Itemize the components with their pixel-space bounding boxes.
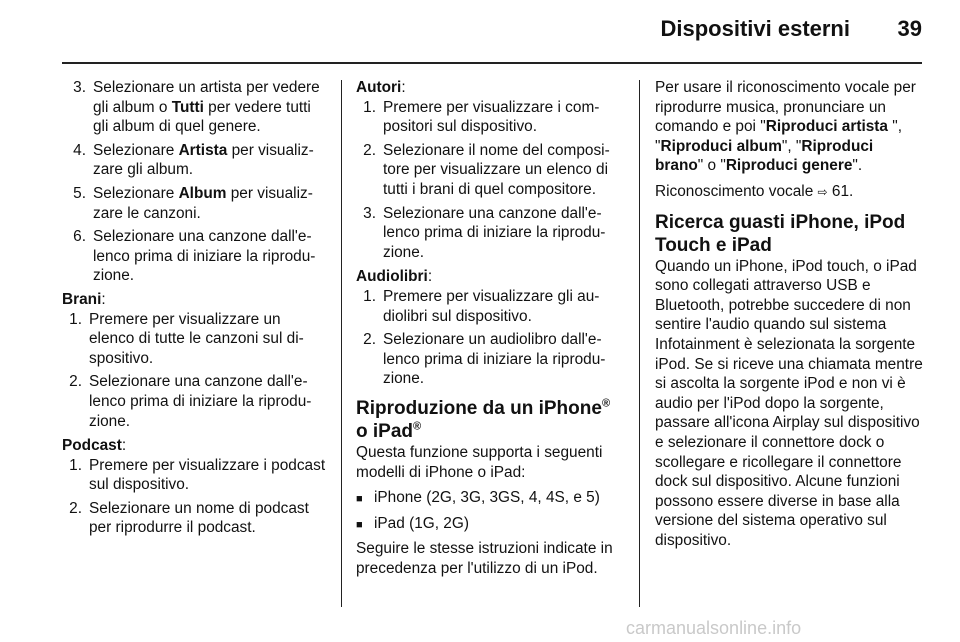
brani-label: Brani: <box>62 290 106 308</box>
list-item: 2. Selezionare un audiolibro dall'elenco prima di iniziare la riproduzione. <box>363 331 606 388</box>
list-item: 1. Premere per visualizzare gli audiolibri sul dispositivo. <box>363 287 600 325</box>
list-item: 1. Premere per visualizzare i compositori sul dispositivo. <box>363 98 600 136</box>
column-divider-2 <box>639 80 640 607</box>
menu-term: Tutti <box>171 98 204 116</box>
page-number: 39 <box>897 16 922 41</box>
section-intro: Questa funzione supporta i seguenti modelli di iPhone o iPad: <box>356 443 603 481</box>
genre-steps-list <box>62 78 327 286</box>
column-1 <box>62 78 327 543</box>
list-item: 1. Premere per visualizzare un elenco di tutte le canzoni sul dispositivo. <box>69 310 304 367</box>
list-item: 2. Selezionare un nome di podcast per riprodurre il podcast. <box>69 499 309 537</box>
brani-steps-list <box>62 310 327 432</box>
list-item: 4. Selezionare Artista per visualizzare gli album. <box>73 141 314 179</box>
audiolibri-steps-list <box>356 287 624 389</box>
list-item: ■ iPad (1G, 2G) <box>356 514 624 536</box>
section-heading-iphone: Riproduzione da un iPhone® o iPad® <box>356 397 611 442</box>
list-item: 2. Selezionare una canzone dall'elenco prima di iniziare la riproduzione. <box>69 373 312 430</box>
troubleshooting-body: Quando un iPhone, iPod touch, o iPad sono collegati attraverso USB e Bluetooth, potrebbe succedere di non sentire l'audio quando sul sistema Infotainment è selezionata la sorgente iPod. Se si riceve una chiamata mentre si ascolta la sorgente iPod e non vi è audio per l'iPod dopo la sorgente, passare all'icona Airplay sul dispositivo e selezionare il connettore dock o scollegare e ricollegare il connettore dock sul dispositivo. Alcune funzioni possono essere diverse in base alla versione del sistema operativo sul dispositivo. <box>655 257 923 549</box>
list-item: ■ iPhone (2G, 3G, 3GS, 4, 4S, e 5) <box>356 488 624 510</box>
column-2 <box>356 78 624 584</box>
column-3 <box>655 78 925 556</box>
bullet-square-icon: ■ <box>356 493 363 506</box>
section-heading-troubleshooting: Ricerca guasti iPhone, iPod Touch e iPad <box>655 211 906 256</box>
list-item: 6. Selezionare una canzone dall'elenco prima di iniziare la riproduzione. <box>73 228 316 285</box>
bullet-square-icon: ■ <box>356 518 363 531</box>
menu-term: Artista <box>178 141 228 159</box>
device-models-list <box>356 488 624 535</box>
page-title: Dispositivi esterni <box>660 16 850 41</box>
podcast-steps-list <box>62 456 327 538</box>
voice-command-paragraph: Per usare il riconoscimento vocale per riprodurre musica, pronunciare un comando e poi "Riproduci artista ", "Riproduci album", "Riproduci brano" o "Riproduci genere". <box>655 79 916 175</box>
audiolibri-label: Audiolibri: <box>356 268 433 286</box>
voice-recognition-reference[interactable]: Riconoscimento vocale ⇨ 61. <box>655 182 854 200</box>
autori-steps-list <box>356 98 624 263</box>
list-item: 3. Selezionare un artista per vedere gli album o Tutti per vedere tutti gli album di quel genere. <box>73 79 320 136</box>
list-item: 3. Selezionare una canzone dall'elenco prima di iniziare la riproduzione. <box>363 204 606 261</box>
list-item: 1. Premere per visualizzare i podcast sul dispositivo. <box>69 456 326 494</box>
watermark: carmanualsonline.info <box>626 618 802 638</box>
autori-label: Autori: <box>356 79 406 96</box>
section-outro: Seguire le stesse istruzioni indicate in precedenza per l'utilizzo di un iPod. <box>356 540 613 577</box>
column-divider-1 <box>341 80 342 607</box>
podcast-label: Podcast: <box>62 437 127 455</box>
header-rule <box>62 62 922 64</box>
page-reference-arrow-icon: ⇨ <box>817 184 828 199</box>
menu-term: Album <box>178 184 227 202</box>
list-item: 5. Selezionare Album per visualizzare le canzoni. <box>73 184 313 222</box>
list-item: 2. Selezionare il nome del compositore per visualizzare un elenco di tutti i brani di quel compositore. <box>363 141 610 198</box>
